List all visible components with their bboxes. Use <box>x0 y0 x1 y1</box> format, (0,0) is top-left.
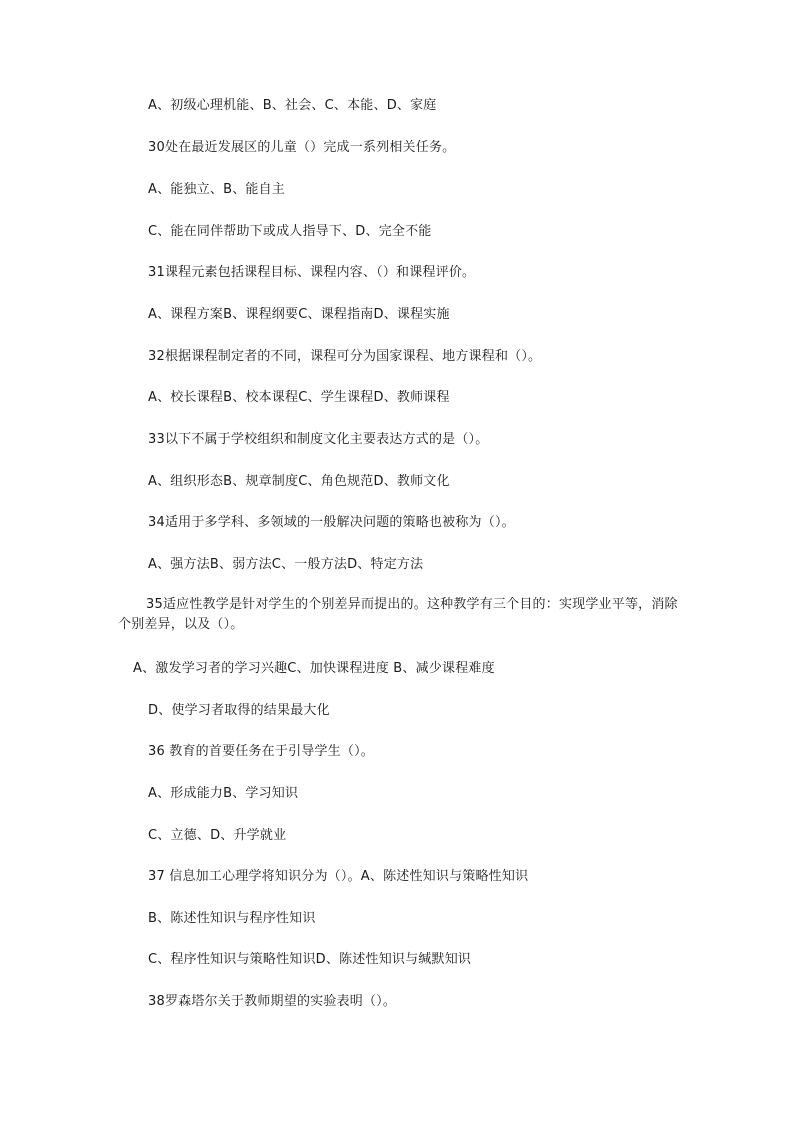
answer-options-31: A、课程方案B、课程纲要C、课程指南D、课程实施 <box>148 307 450 322</box>
question-38: 38罗森塔尔关于教师期望的实验表明（）。 <box>148 994 397 1009</box>
answer-options-30a: A、能独立、B、能自主 <box>148 182 286 197</box>
question-35: 35适应性教学是针对学生的个别差异而提出的。这种教学有三个目的：实现学业平等，消除个别差异，以及（）。 <box>118 597 678 632</box>
question-34: 34适用于多学科、多领域的一般解决问题的策略也被称为（）。 <box>148 515 515 530</box>
answer-options-37a: B、陈述性知识与程序性知识 <box>148 911 316 926</box>
answer-options-35b: D、使学习者取得的结果最大化 <box>148 703 330 718</box>
question-33: 33以下不属于学校组织和制度文化主要表达方式的是（）。 <box>148 432 489 447</box>
answer-options-36b: C、立德、D、升学就业 <box>148 828 287 843</box>
answer-options-30b: C、能在同伴帮助下或成人指导下、D、完全不能 <box>148 224 432 239</box>
question-30: 30处在最近发展区的儿童（）完成一系列相关任务。 <box>148 140 456 155</box>
answer-options-33: A、组织形态B、规章制度C、角色规范D、教师文化 <box>148 474 450 489</box>
answer-options-37b: C、程序性知识与策略性知识D、陈述性知识与缄默知识 <box>148 952 472 967</box>
answer-options-32: A、校长课程B、校本课程C、学生课程D、教师课程 <box>148 390 450 405</box>
answer-options-29: A、初级心理机能、B、社会、C、本能、D、家庭 <box>148 98 437 113</box>
answer-options-36a: A、形成能力B、学习知识 <box>148 786 299 801</box>
question-37: 37 信息加工心理学将知识分为（）。A、陈述性知识与策略性知识 <box>148 869 529 884</box>
question-36: 36 教育的首要任务在于引导学生（）。 <box>148 744 374 759</box>
answer-options-35a: A、激发学习者的学习兴趣C、加快课程进度 B、减少课程难度 <box>133 661 495 676</box>
question-31: 31课程元素包括课程目标、课程内容、（）和课程评价。 <box>148 265 476 280</box>
answer-options-34: A、强方法B、弱方法C、一般方法D、特定方法 <box>148 557 424 572</box>
question-32: 32根据课程制定者的不同，课程可分为国家课程、地方课程和（）。 <box>148 349 542 364</box>
